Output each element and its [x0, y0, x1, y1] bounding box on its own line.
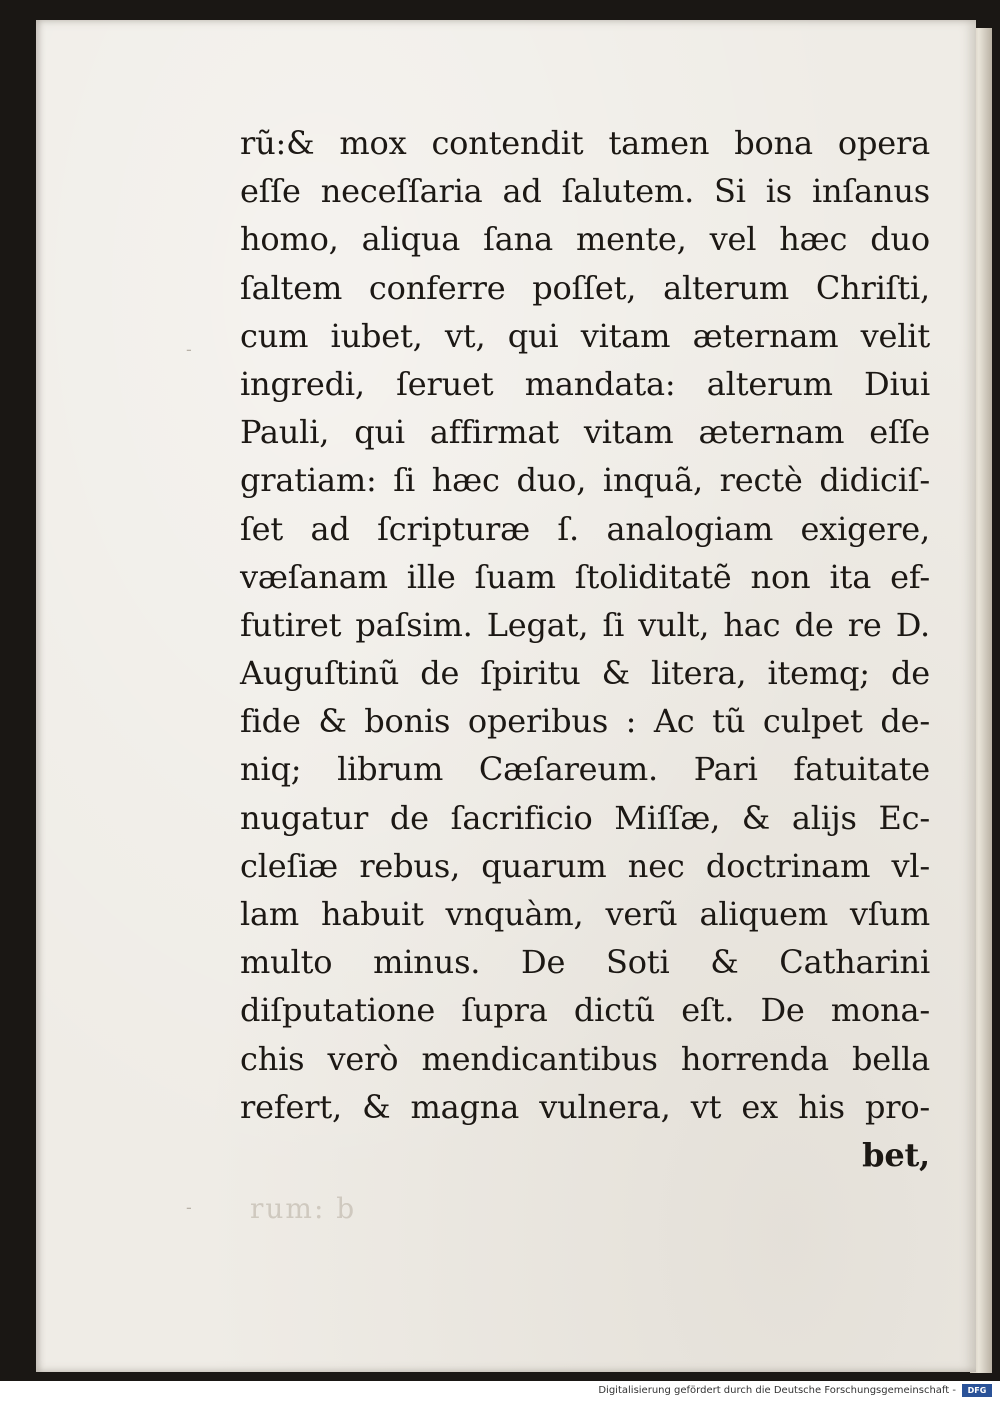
text-line: niq; librum Cæſareum. Pari fatuitate — [240, 750, 930, 789]
text-line: diſputatione ſupra dictũ eſt. De mona- — [240, 991, 930, 1030]
text-line: rũ:& mox contendit tamen bona opera — [240, 124, 930, 162]
catchword: bet, — [862, 1135, 930, 1174]
text-line: Pauli, qui affirmat vitam æternam eſſe — [240, 413, 930, 452]
text-line: lam habuit vnquàm, verũ aliquem vſum — [240, 895, 930, 933]
main-text-block — [240, 119, 930, 1179]
text-line: nugatur de ſacrificio Miſſæ, & alijs Ec- — [240, 798, 930, 837]
text-line: ingredi, ſeruet mandata: alterum Diui — [240, 364, 930, 403]
text-line: ſaltem conferre poſſet, alterum Chriſti, — [240, 268, 930, 307]
text-line: multo minus. De Soti & Catharini — [240, 943, 930, 982]
footer-bar — [0, 1381, 1000, 1401]
gutter-mark: - — [186, 1198, 192, 1217]
text-line: fide & bonis operibus : Ac tũ culpet de- — [240, 702, 930, 741]
gutter-mark: - — [186, 340, 192, 359]
dfg-logo: DFG — [962, 1384, 992, 1397]
text-line: cum iubet, vt, qui vitam æternam velit — [240, 316, 930, 355]
text-line: chis verò mendicantibus horrenda bella — [240, 1039, 930, 1078]
text-line: Auguſtinũ de ſpiritu & litera, itemq; de — [240, 654, 930, 693]
text-line: ſet ad ſcripturæ ſ. analogiam exigere, — [240, 509, 930, 548]
show-through-text: rum: b — [250, 1192, 357, 1225]
text-line: væſanam ille ſuam ſtoliditatẽ non ita ef- — [240, 557, 930, 596]
text-line: homo, aliqua ſana mente, vel hæc duo — [240, 220, 930, 259]
digitization-credit: Digitalisierung gefördert durch die Deutsche Forschungsgemeinschaft - — [598, 1385, 956, 1396]
text-line: refert, & magna vulnera, vt ex his pro- — [240, 1087, 930, 1126]
text-line: eſſe neceſſaria ad ſalutem. Si is inſanus — [240, 172, 930, 211]
text-line: futiret paſsim. Legat, ſi vult, hac de re D. — [240, 605, 930, 644]
text-line: cleſiæ rebus, quarum nec doctrinam vl- — [240, 846, 930, 885]
text-line: gratiam: ſi hæc duo, inquã, rectè didiciſ- — [240, 461, 930, 500]
